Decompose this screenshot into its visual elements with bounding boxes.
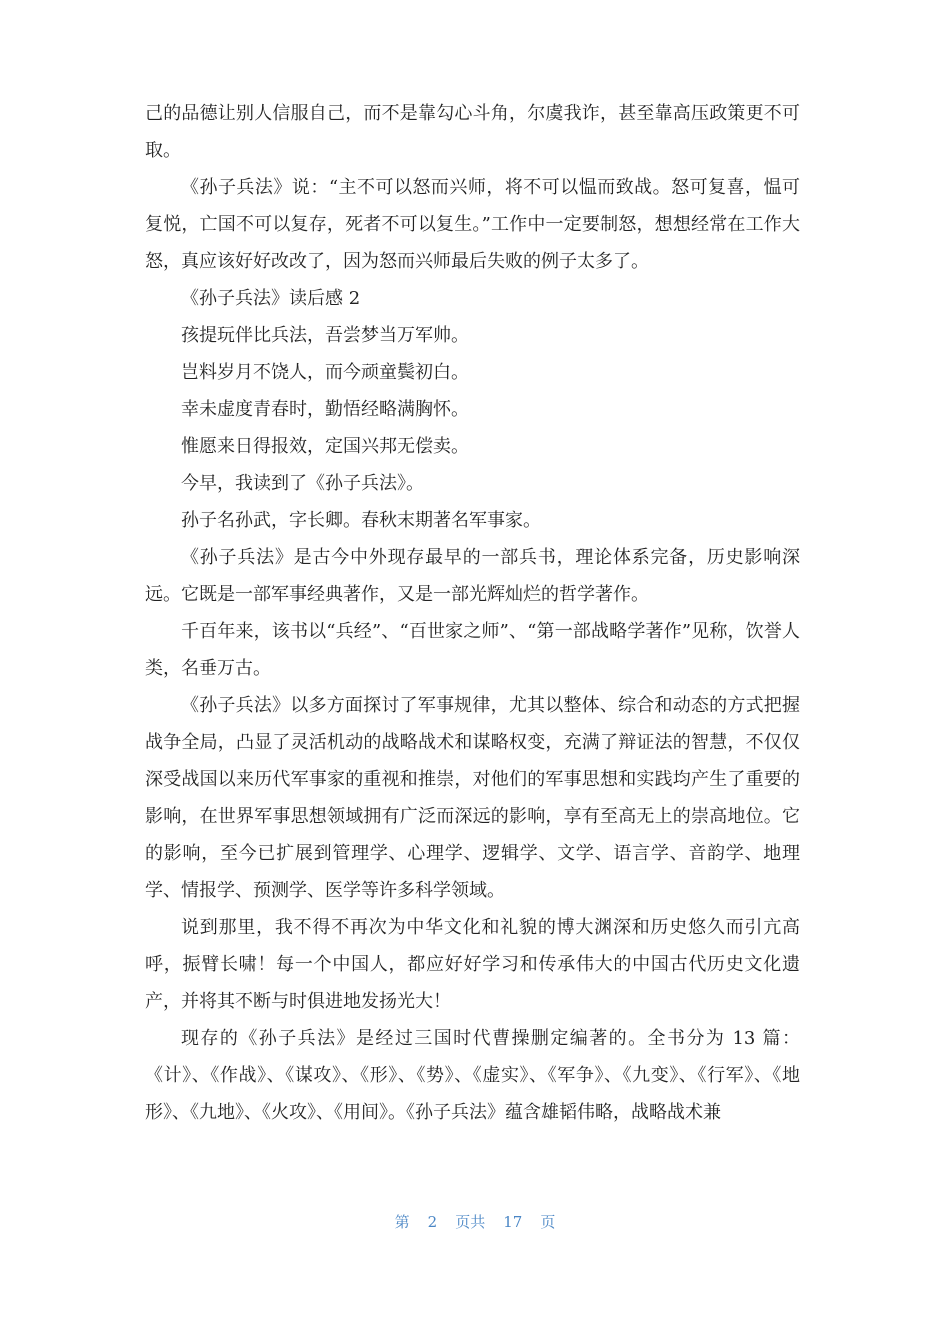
paragraph: 《孙子兵法》说：“主不可以怒而兴师，将不可以愠而致战。怒可复喜，愠可复悦，亡国不可以复存，死者不可以复生。”工作中一定要制怒，想想经常在工作大怒，真应该好好改改了，因为怒而兴师最后失败的例子太多了。 xyxy=(145,177,800,272)
footer-label-end: 页 xyxy=(540,1213,556,1231)
section-heading: 《孙子兵法》读后感 2 xyxy=(181,288,361,309)
poem-line: 幸未虚度青春时，勤悟经略满胸怀。 xyxy=(181,399,469,420)
page-footer xyxy=(0,1211,950,1232)
paragraph: 《孙子兵法》是古今中外现存最早的一部兵书，理论体系完备，历史影响深远。它既是一部军事经典著作，又是一部光辉灿烂的哲学著作。 xyxy=(145,547,800,605)
footer-label-total: 页共 xyxy=(455,1213,486,1231)
poem-line: 孩提玩伴比兵法，吾尝梦当万军帅。 xyxy=(181,325,469,346)
footer-page-number: 2 xyxy=(427,1213,438,1231)
paragraph: 千百年来，该书以“兵经”、“百世家之师”、“第一部战略学著作”见称，饮誉人类，名垂万古。 xyxy=(145,621,800,679)
document-body xyxy=(145,95,800,1131)
paragraph: 《孙子兵法》以多方面探讨了军事规律，尤其以整体、综合和动态的方式把握战争全局，凸显了灵活机动的战略战术和谋略权变，充满了辩证法的智慧，不仅仅深受战国以来历代军事家的重视和推崇，对他们的军事思想和实践均产生了重要的影响，在世界军事思想领域拥有广泛而深远的影响，享有至高无上的崇高地位。它的影响，至今已扩展到管理学、心理学、逻辑学、文学、语言学、音韵学、地理学、情报学、预测学、医学等许多科学领域。 xyxy=(145,695,800,901)
footer-label-page: 第 xyxy=(394,1213,410,1231)
footer-total-pages: 17 xyxy=(503,1213,523,1231)
paragraph: 今早，我读到了《孙子兵法》。 xyxy=(181,473,424,494)
paragraph: 现存的《孙子兵法》是经过三国时代曹操删定编著的。全书分为 13 篇：《计》、《作战》、《谋攻》、《形》、《势》、《虚实》、《军争》、《九变》、《行军》、《地形》、《九地》、《火攻》、《用间》。《孙子兵法》蕴含雄韬伟略，战略战术兼 xyxy=(145,1028,800,1123)
poem-line: 岂料岁月不饶人，而今顽童鬓初白。 xyxy=(181,362,469,383)
paragraph: 己的品德让别人信服自己，而不是靠勾心斗角，尔虞我诈，甚至靠高压政策更不可取。 xyxy=(145,103,800,161)
poem-line: 惟愿来日得报效，定国兴邦无偿卖。 xyxy=(181,436,469,457)
paragraph: 说到那里，我不得不再次为中华文化和礼貌的博大渊深和历史悠久而引亢高呼，振臂长啸！每一个中国人，都应好好学习和传承伟大的中国古代历史文化遗产，并将其不断与时俱进地发扬光大！ xyxy=(145,917,800,1012)
paragraph: 孙子名孙武，字长卿。春秋末期著名军事家。 xyxy=(181,510,541,531)
